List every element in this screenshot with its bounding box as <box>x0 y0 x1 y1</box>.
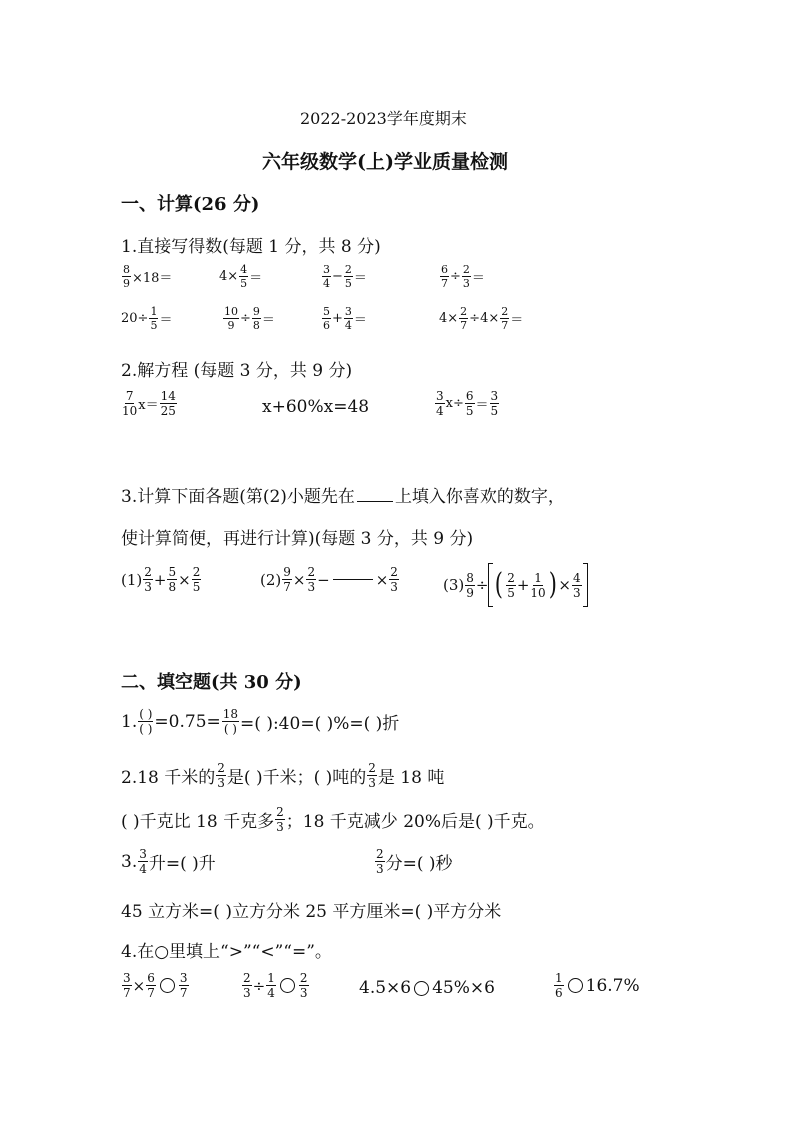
math-text: 是( )千米；( )吨的 <box>226 768 367 788</box>
denominator: 5 <box>192 580 201 594</box>
denominator: 9 <box>123 277 130 290</box>
denominator: 7 <box>179 986 188 1000</box>
fraction <box>143 566 153 593</box>
denominator: 3 <box>368 776 376 790</box>
numerator: 2 <box>217 761 225 775</box>
numerator: 6 <box>147 971 155 985</box>
math-text: × <box>292 570 306 589</box>
s2-q4-compare-1 <box>121 972 190 999</box>
numerator: 2 <box>344 263 352 276</box>
denominator: 4 <box>323 277 330 290</box>
math-text: 4× <box>219 269 239 284</box>
fraction <box>367 762 377 789</box>
numerator: 4 <box>572 570 581 585</box>
math-text: 升=( )升 <box>148 854 216 874</box>
denominator: 5 <box>465 404 474 418</box>
denominator: 5 <box>507 585 515 600</box>
s2-q4-compare-2 <box>241 972 310 999</box>
numerator: 2 <box>368 761 376 775</box>
math-text: 4× <box>439 311 459 326</box>
q2-equation-3 <box>434 390 500 417</box>
math-text: ＝ <box>159 313 173 328</box>
denominator: 25 <box>160 404 176 418</box>
math-text: × <box>178 570 191 589</box>
numerator: 8 <box>123 263 130 276</box>
s2-q4-compare-3 <box>359 978 495 998</box>
left-square-bracket <box>488 563 493 607</box>
fraction <box>375 848 385 875</box>
numerator: 3 <box>179 971 188 985</box>
math-text: (3) <box>443 576 465 594</box>
math-text: =( ):40=( )%=( )折 <box>240 714 400 734</box>
q2-equation-1 <box>121 390 178 417</box>
q1-title: 1.直接写得数(每题 1 分，共 8 分) <box>121 237 381 257</box>
math-text: + <box>516 576 530 594</box>
fraction <box>192 566 202 593</box>
math-text: ＝ <box>353 313 367 328</box>
numerator: 2 <box>299 971 308 985</box>
denominator: 8 <box>252 319 260 332</box>
compare-circle[interactable] <box>280 978 295 993</box>
denominator: 9 <box>466 585 474 600</box>
fraction <box>275 806 285 833</box>
q1-item-c <box>321 264 367 289</box>
denominator: 10 <box>530 585 546 600</box>
fill-blank <box>357 501 393 502</box>
math-text: − <box>317 570 330 589</box>
compare-circle[interactable] <box>414 981 429 996</box>
math-text: ( )千克比 18 千克多 <box>121 812 275 832</box>
fraction <box>465 572 475 599</box>
math-text: × <box>375 570 389 589</box>
fraction <box>440 264 449 289</box>
denominator: 3 <box>390 580 398 594</box>
numerator: 5 <box>323 305 330 318</box>
compare-circle[interactable] <box>568 978 583 993</box>
q1-item-f <box>222 306 275 331</box>
numerator: 5 <box>168 565 177 579</box>
numerator: 2 <box>192 565 201 579</box>
denominator: 5 <box>490 404 499 418</box>
math-text: (2) <box>260 570 282 589</box>
math-text: 4.5×6 <box>359 978 412 998</box>
q1-item-a <box>121 264 172 289</box>
denominator: 9 <box>227 319 235 332</box>
math-text: (1) <box>121 570 143 589</box>
fraction <box>149 306 158 331</box>
fraction <box>252 306 261 331</box>
denominator: 3 <box>144 580 152 594</box>
numerator: 2 <box>376 847 384 861</box>
denominator: 4 <box>139 862 147 876</box>
numerator: 9 <box>283 565 291 579</box>
fraction <box>122 972 132 999</box>
fraction <box>216 762 226 789</box>
math-text: ÷ <box>475 576 489 594</box>
fraction <box>506 572 516 599</box>
q3-problem-3 <box>443 563 588 607</box>
denominator: 3 <box>299 986 308 1000</box>
fraction <box>239 264 248 289</box>
denominator: 4 <box>267 986 275 1000</box>
numerator: 10 <box>224 305 238 318</box>
numerator: 2 <box>460 305 468 318</box>
numerator: 1 <box>267 971 275 985</box>
denominator: 3 <box>307 580 316 594</box>
fraction <box>554 972 564 999</box>
math-text: ＝ <box>510 313 524 328</box>
fraction <box>122 390 137 417</box>
numerator: 2 <box>243 971 251 985</box>
s2-q4-compare-4 <box>553 972 640 999</box>
denominator: 3 <box>376 862 384 876</box>
fraction <box>344 264 353 289</box>
s2-q1 <box>121 708 399 735</box>
fraction <box>462 264 471 289</box>
fraction <box>299 972 309 999</box>
math-text: 20÷ <box>121 311 149 326</box>
q1-item-b <box>219 264 262 289</box>
denominator: 6 <box>555 986 563 1000</box>
math-text: ＝ <box>353 271 367 286</box>
fraction <box>389 566 399 593</box>
denominator: 7 <box>123 986 131 1000</box>
math-text: 是 18 吨 <box>377 768 445 788</box>
denominator: 3 <box>217 776 225 790</box>
q2-title: 2.解方程 (每题 3 分，共 9 分) <box>121 361 353 381</box>
fill-blank <box>333 579 373 580</box>
numerator: 6 <box>465 389 474 403</box>
fraction <box>160 390 177 417</box>
numerator: 3 <box>139 847 147 861</box>
denominator: ( ) <box>139 722 153 736</box>
fraction <box>242 972 252 999</box>
fraction <box>223 306 239 331</box>
math-text: x＝ <box>138 398 159 413</box>
numerator: 1 <box>534 570 542 585</box>
denominator: 3 <box>243 986 251 1000</box>
right-square-bracket <box>583 563 588 607</box>
fraction <box>122 264 131 289</box>
numerator: 2 <box>307 565 316 579</box>
numerator: 6 <box>441 263 448 276</box>
fraction <box>465 390 475 417</box>
numerator: 2 <box>507 570 515 585</box>
math-text: ÷4× <box>469 311 500 326</box>
numerator: 4 <box>240 263 248 276</box>
math-text: ×18＝ <box>132 271 173 286</box>
denominator: 7 <box>283 580 291 594</box>
denominator: 10 <box>122 404 138 418</box>
q1-item-d <box>439 264 485 289</box>
math-text: ＝ <box>475 398 489 413</box>
math-text: ；18 千克减少 20%后是( )千克。 <box>285 812 545 832</box>
math-text: ÷ <box>252 976 266 995</box>
math-text: 3.计算下面各题(第(2)小题先在 <box>121 487 355 507</box>
math-text: + <box>153 570 167 589</box>
numerator: 2 <box>501 305 509 318</box>
s2-q3-line1b <box>374 848 453 875</box>
fraction <box>530 572 545 599</box>
numerator: 3 <box>490 389 499 403</box>
math-text: ＝ <box>249 271 263 286</box>
math-text: × <box>558 576 571 594</box>
q3-instructions: 使计算简便，再进行计算)(每题 3 分，共 9 分) <box>121 529 474 549</box>
math-text: × <box>132 976 146 995</box>
fraction <box>322 306 331 331</box>
denominator: 6 <box>323 319 330 332</box>
q3-problem-1 <box>121 566 202 593</box>
math-text: 16.7% <box>585 975 640 996</box>
numerator: 2 <box>144 565 152 579</box>
section2-title: 二、填空题(共 30 分) <box>121 672 302 693</box>
math-text: ÷ <box>450 269 461 284</box>
exam-year: 2022-2023学年度期末 <box>300 109 467 128</box>
fraction <box>322 264 331 289</box>
fraction <box>266 972 276 999</box>
numerator: 1 <box>150 305 158 318</box>
denominator: 5 <box>240 277 248 290</box>
math-text: 1. <box>121 711 138 732</box>
fraction <box>282 566 292 593</box>
q2-equation-2: x+60%x=48 <box>262 397 370 417</box>
fraction <box>306 566 316 593</box>
fraction <box>435 390 445 417</box>
math-text: + <box>332 311 343 326</box>
numerator: 3 <box>436 389 444 403</box>
denominator: 4 <box>436 404 444 418</box>
fraction <box>138 708 153 735</box>
math-text: ＝ <box>471 271 485 286</box>
fraction <box>572 572 582 599</box>
denominator: 7 <box>460 319 468 332</box>
math-text: 3. <box>121 851 138 872</box>
fraction <box>490 390 500 417</box>
math-text: 2.18 千米的 <box>121 768 216 788</box>
denominator: 5 <box>150 319 158 332</box>
math-text: 45%×6 <box>432 978 495 998</box>
q3-problem-2 <box>260 566 400 593</box>
q1-item-g <box>321 306 367 331</box>
fraction <box>138 848 148 875</box>
s2-q3-line2: 45 立方米=( )立方分米 25 平方厘米=( )平方分米 <box>121 902 502 922</box>
numerator: 1 <box>555 971 563 985</box>
math-text: =0.75= <box>154 711 221 732</box>
numerator: 7 <box>125 389 134 403</box>
fraction <box>344 306 353 331</box>
numerator: 14 <box>160 389 176 403</box>
numerator: 18 <box>222 707 239 721</box>
numerator: 3 <box>323 263 330 276</box>
numerator: 8 <box>466 570 474 585</box>
math-text: ÷ <box>240 311 251 326</box>
numerator: 3 <box>123 971 131 985</box>
s2-q3-line1a <box>121 848 216 875</box>
numerator: 2 <box>462 263 470 276</box>
page-title: 六年级数学(上)学业质量检测 <box>262 151 508 173</box>
q1-item-e <box>121 306 172 331</box>
fraction <box>500 306 509 331</box>
numerator: ( ) <box>139 707 153 721</box>
numerator: 9 <box>252 305 260 318</box>
numerator: 2 <box>390 565 398 579</box>
denominator: 8 <box>168 580 177 594</box>
fraction <box>167 566 177 593</box>
q1-item-h <box>439 306 523 331</box>
denominator: 4 <box>344 319 352 332</box>
compare-circle[interactable] <box>160 978 175 993</box>
denominator: 3 <box>572 585 581 600</box>
fraction <box>222 708 239 735</box>
denominator: 3 <box>462 277 470 290</box>
denominator: ( ) <box>223 722 237 736</box>
denominator: 7 <box>501 319 509 332</box>
math-text: ＝ <box>261 313 275 328</box>
fraction <box>459 306 468 331</box>
s2-q4-title: 4.在○里填上“>”“<”“=”。 <box>121 942 332 962</box>
right-paren: ) <box>548 567 557 602</box>
denominator: 5 <box>344 277 352 290</box>
s2-q2-line2 <box>121 806 545 833</box>
section1-title: 一、计算(26 分) <box>121 194 260 215</box>
q3-title <box>121 482 565 507</box>
s2-q2-line1 <box>121 762 444 789</box>
numerator: 3 <box>344 305 352 318</box>
fraction <box>179 972 189 999</box>
denominator: 3 <box>276 820 284 834</box>
denominator: 7 <box>441 277 448 290</box>
math-text: − <box>332 269 343 284</box>
left-paren: ( <box>495 567 504 602</box>
math-text: 上填入你喜欢的数字， <box>394 487 565 507</box>
math-text: x÷ <box>445 396 464 411</box>
numerator: 2 <box>276 805 284 819</box>
math-text: 分=( )秒 <box>385 854 453 874</box>
fraction <box>146 972 156 999</box>
denominator: 7 <box>147 986 155 1000</box>
